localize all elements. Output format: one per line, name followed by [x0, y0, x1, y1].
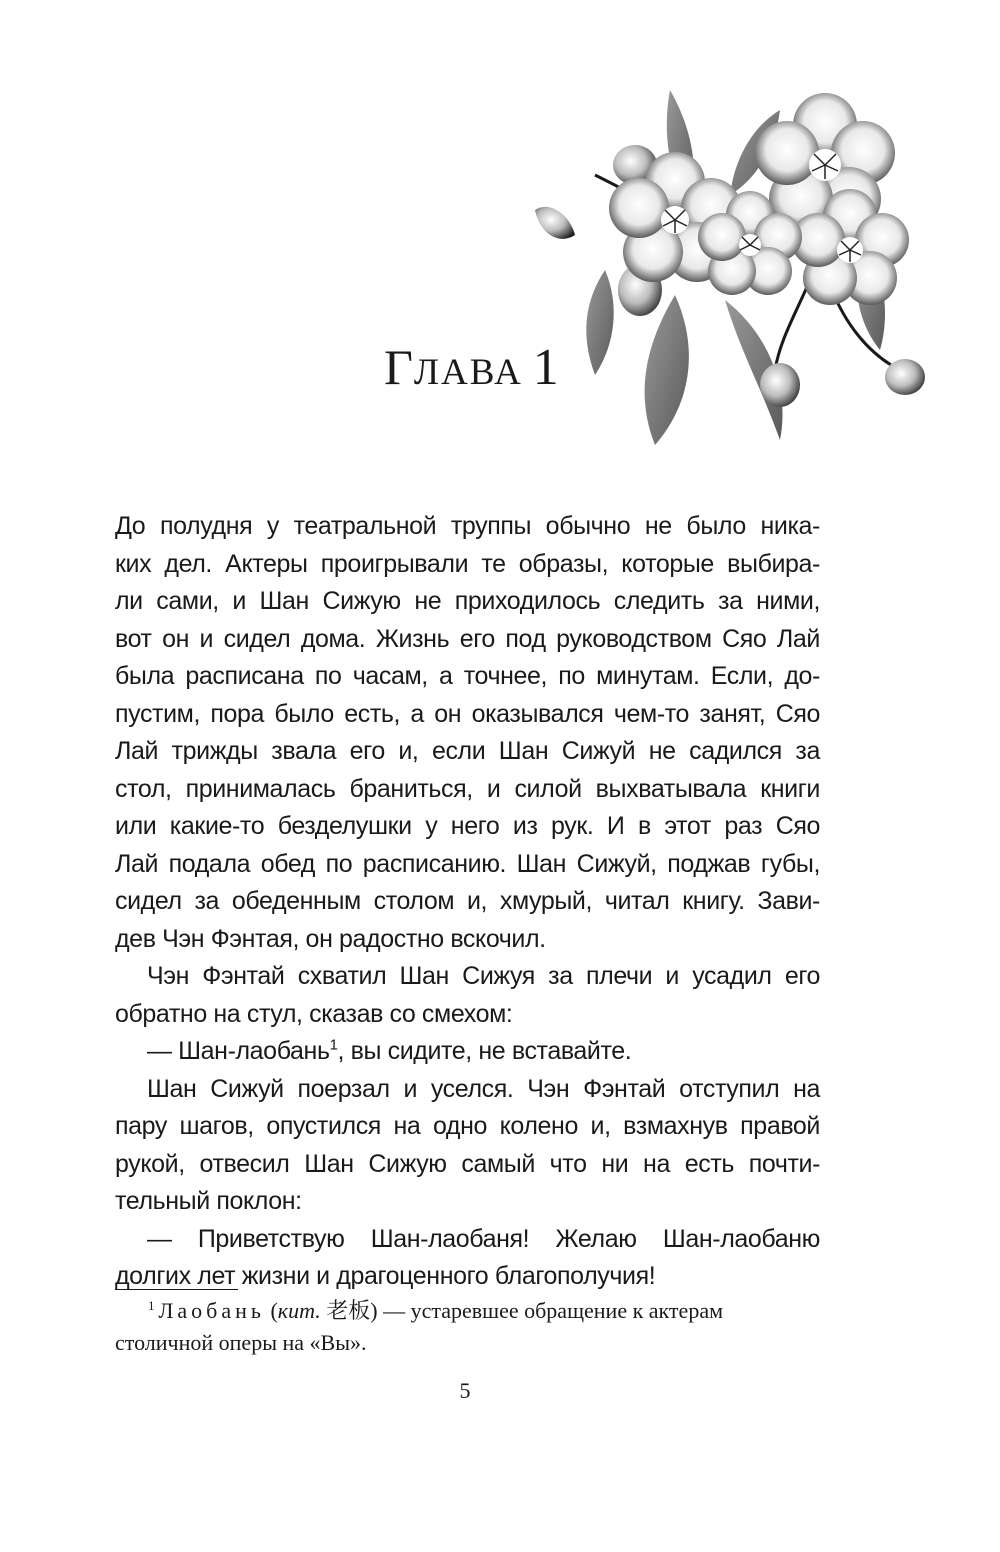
- footnote-line: [115, 1295, 820, 1327]
- text-line: тельный поклон:: [115, 1187, 302, 1215]
- leaf: [645, 295, 689, 445]
- footnote-definition: ) — устаревшее обращение к актерам: [370, 1298, 724, 1323]
- dialogue-text: — Шан-лаобань: [147, 1037, 330, 1065]
- text-line: долгих лет жизни и драгоценного благополучия!: [115, 1262, 656, 1290]
- chapter-title: [384, 332, 560, 408]
- flower-bud: [885, 359, 925, 395]
- text-line: была расписана по часам, а точнее, по минутам. Если, до-: [115, 662, 820, 690]
- chapter-number: 1: [532, 339, 560, 396]
- footnote-term: Лаобань: [158, 1298, 265, 1323]
- footnote-hanzi: 老板: [320, 1298, 371, 1323]
- text-line: ких дел. Актеры проигрывали те образы, которые выбира-: [115, 549, 820, 578]
- page-number: 5: [459, 1378, 471, 1403]
- text-line: пару шагов, опустился на одно колено и, взмахнув правой: [115, 1112, 820, 1140]
- cherry-blossom-illustration: [525, 85, 925, 455]
- falling-petal: [535, 207, 575, 239]
- text-line: — Приветствую Шан-лаобаня! Желаю Шан-лаобаню: [147, 1224, 820, 1253]
- text-line: стол, принималась браниться, и силой выхватывала книги: [115, 774, 820, 803]
- footnote: [115, 1295, 820, 1359]
- text-line: обратно на стул, сказав со смехом:: [115, 999, 513, 1028]
- text-line: или какие-то безделушки у него из рук. И в этот раз Сяо: [115, 812, 820, 840]
- chapter-title-word: ЛАВА: [413, 352, 523, 393]
- text-line: ли сами, и Шан Сижую не приходилось следить за ними,: [115, 587, 820, 615]
- chapter-body-text: [115, 508, 820, 1296]
- chapter-title-initial: Г: [384, 339, 414, 395]
- footnote-divider: [115, 1289, 238, 1290]
- text-line: Лай трижды звала его и, если Шан Сижуй не садился за: [115, 737, 820, 765]
- text-line: вот он и сидел дома. Жизнь его под руководством Сяо Лай: [115, 624, 820, 653]
- text-line: Лай подала обед по расписанию. Шан Сижуй, поджав губы,: [115, 849, 820, 878]
- footnote-number: 1: [148, 1297, 155, 1313]
- leaf: [586, 270, 613, 375]
- text-line: До полудня у театральной труппы обычно не было ника-: [115, 512, 820, 540]
- text-line: пустим, пора было есть, а он оказывался чем-то занят, Сяо: [115, 699, 820, 728]
- footnote-language: кит.: [277, 1298, 321, 1323]
- footnote-paren: (: [264, 1298, 278, 1323]
- text-line: дев Чэн Фэнтая, он радостно вскочил.: [115, 924, 546, 953]
- footnote-reference[interactable]: 1: [329, 1036, 338, 1054]
- dialogue-text: , вы сидите, не вставайте.: [337, 1037, 632, 1065]
- text-line: сидел за обеденным столом и, хмурый, читал книгу. Зави-: [115, 887, 820, 915]
- text-line-with-footnote: [115, 1033, 820, 1071]
- footnote-line: столичной оперы на «Вы».: [115, 1330, 367, 1355]
- flower-bud: [760, 363, 800, 407]
- text-line: Шан Сижуй поерзал и уселся. Чэн Фэнтай отступил на: [147, 1074, 820, 1103]
- text-line: Чэн Фэнтай схватил Шан Сижуя за плечи и усадил его: [147, 962, 820, 990]
- text-line: рукой, отвесил Шан Сижую самый что ни на есть почти-: [115, 1149, 820, 1178]
- stem: [775, 280, 810, 370]
